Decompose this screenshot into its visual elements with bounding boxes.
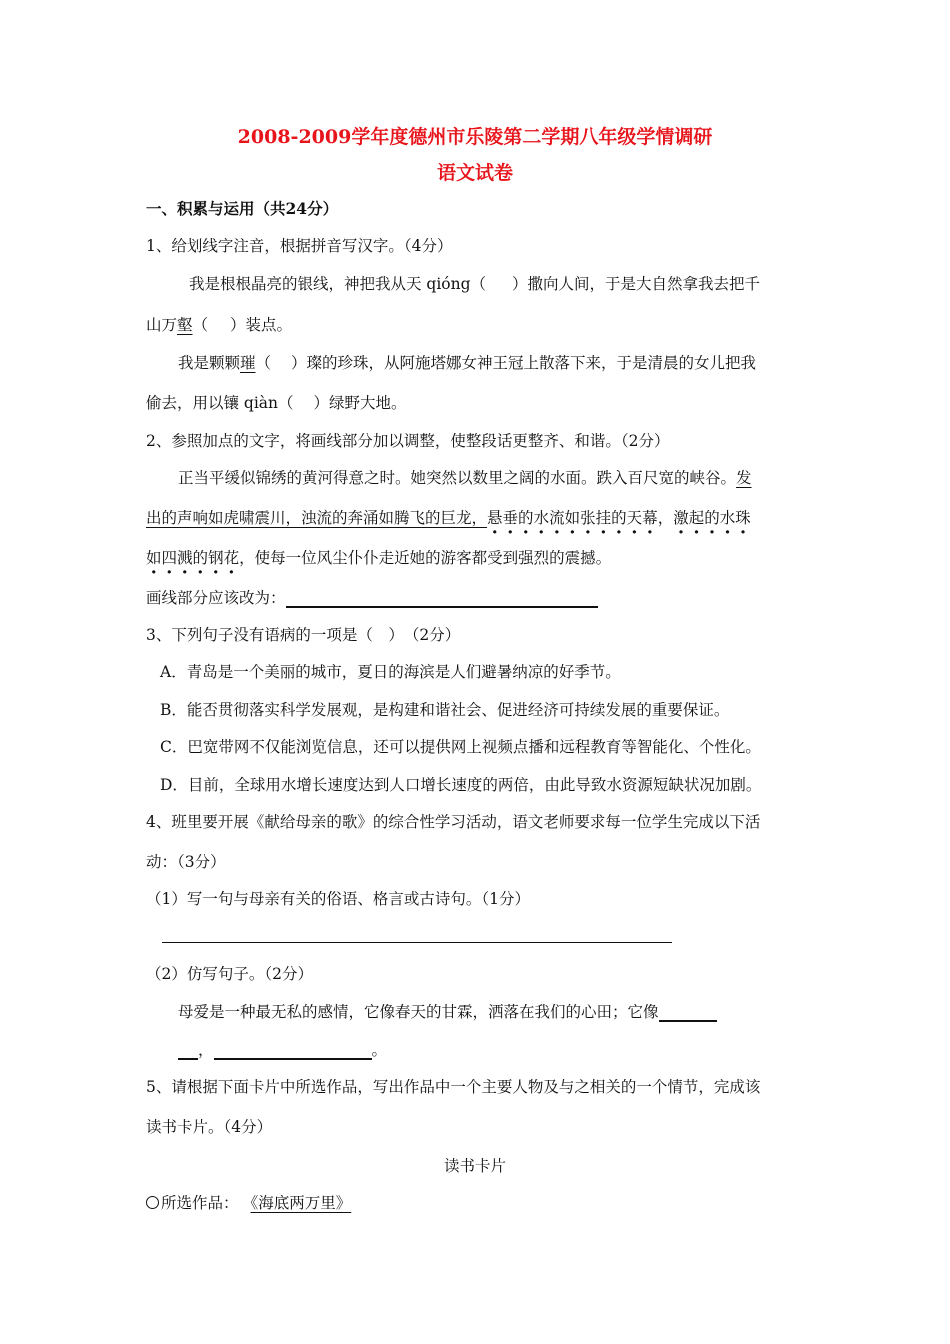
q2-answer-row [146, 588, 598, 608]
q1-para1-line1 [189, 274, 760, 294]
emphasis-char: 花 [223, 549, 240, 567]
q1-para2-line2-b: ）绿野大地。 [313, 394, 407, 412]
q4-sub2-line2 [178, 1040, 387, 1060]
q5-stem-line1: 5、请根据下面卡片中所选作品，写出作品中一个主要人物及与之相关的一个情节，完成该 [146, 1078, 761, 1096]
exam-title: 2008-2009学年度德州市乐陵第二学期八年级学情调研 [237, 126, 713, 148]
emphasis-char: 溅 [177, 549, 193, 567]
emphasis-char: 的 [518, 509, 534, 527]
q2-passage-line3-b: ，使每一位风尘仆仆走近她的游客都受到强烈的震撼。 [239, 549, 612, 567]
q1-para2-line1 [178, 353, 756, 373]
q2-dotted-text-1 [487, 509, 751, 527]
underlined-char-he: 壑 [177, 316, 193, 334]
emphasis-char: 钢 [208, 549, 224, 567]
q3-option-a: A．青岛是一个美丽的城市，夏日的海滨是人们避暑纳凉的好季节。 [160, 663, 621, 681]
q1-para1-line2 [146, 315, 292, 335]
q4-sub2: （2）仿写句子。（2分） [146, 965, 313, 983]
q4-stem-line2: 动：（3分） [146, 853, 226, 871]
q1-para2-line2 [146, 393, 407, 413]
reading-card-title: 读书卡片 [443, 1157, 506, 1175]
q4-sub2-blank-2[interactable] [178, 1042, 198, 1060]
emphasis-char: 挂 [595, 509, 612, 527]
q1-para2-line1-a: 我是颗颗 [178, 354, 241, 372]
emphasis-char: 如 [564, 509, 581, 527]
emphasis-char: 张 [580, 509, 596, 527]
emphasis-char: 珠 [735, 509, 751, 527]
q2-underlined-start: 发 [736, 469, 752, 487]
emphasis-char: 激 [673, 509, 689, 527]
emphasis-char: 四 [161, 549, 178, 567]
q4-sub2-end: 。 [371, 1041, 388, 1059]
emphasis-char: 垂 [502, 509, 519, 527]
q4-stem-line1: 4、班里要开展《献给母亲的歌》的综合性学习活动，语文老师要求每一位学生完成以下活 [146, 813, 761, 831]
q3-stem: 3、下列句子没有语病的一项是（ ） （2分） [146, 626, 461, 644]
reading-card-work-label: 所选作品： [161, 1194, 239, 1212]
q5-stem-line2: 读书卡片。（4分） [146, 1118, 273, 1136]
q1-para2-line1-b: （ [255, 354, 272, 372]
q1-stem: 1、给划线字注音，根据拼音写汉字。（4分） [146, 237, 453, 255]
q1-para1-line2-a: 山万 [146, 316, 178, 334]
q4-sub2-separator: ， [198, 1041, 214, 1059]
q1-para2-line2-a: 偷去，用以镶 qiàn（ [146, 394, 294, 412]
q3-option-c: C．巴宽带网不仅能浏览信息，还可以提供网上视频点播和远程教育等智能化、个性化。 [160, 738, 761, 756]
q1-para2-line1-c: ）璨的珍珠，从阿施塔娜女神王冠上散落下来，于是清晨的女儿把我 [291, 354, 757, 372]
q2-underlined-text: 出的声响如虎啸震川，浊流的奔涌如腾飞的巨龙， [146, 509, 488, 527]
q1-para1-line2-c: ）装点。 [230, 316, 293, 334]
q4-sub2-line1 [178, 1002, 717, 1022]
emphasis-char: 幕 [642, 509, 658, 527]
emphasis-char: 起 [688, 509, 705, 527]
emphasis-char: 的 [611, 509, 627, 527]
q3-option-b: B．能否贯彻落实科学发展观，是构建和谐社会、促进经济可持续发展的重要保证。 [160, 701, 730, 719]
q4-sub2-blank-1[interactable] [659, 1004, 717, 1022]
q2-passage-line2 [146, 508, 751, 528]
q2-answer-blank[interactable] [286, 590, 598, 608]
emphasis-char: ， [657, 509, 674, 527]
q4-sub2-blank-3[interactable] [214, 1042, 372, 1060]
q2-stem: 2、参照加点的文字，将画线部分加以调整，使整段话更整齐、和谐。（2分） [146, 432, 670, 450]
q1-para1-line1-a: 我是根根晶亮的银线，神把我从天 qióng（ [189, 275, 487, 293]
q2-answer-label: 画线部分应该改为： [146, 589, 286, 607]
underlined-char-cui: 璀 [240, 354, 256, 372]
emphasis-char: 天 [626, 509, 643, 527]
reading-card-work-value: 《海底两万里》 [250, 1194, 352, 1212]
section-1-heading: 一、积累与运用（共24分） [146, 199, 339, 218]
emphasis-char: 流 [549, 509, 565, 527]
q2-dotted-text-2 [146, 549, 239, 567]
emphasis-char: 的 [704, 509, 720, 527]
emphasis-char: 如 [146, 549, 162, 567]
exam-subtitle: 语文试卷 [436, 162, 513, 184]
circle-bullet-icon [146, 1196, 159, 1209]
q2-passage-line1 [178, 468, 752, 488]
emphasis-char: 水 [533, 509, 550, 527]
q1-para1-line2-b: （ [192, 316, 209, 334]
emphasis-char: 的 [192, 549, 209, 567]
q4-sub1: （1）写一句与母亲有关的俗语、格言或古诗句。（1分） [146, 890, 530, 908]
q4-sub2-line1-text: 母爱是一种最无私的感情，它像春天的甘霖，洒落在我们的心田；它像 [178, 1003, 659, 1021]
emphasis-char: 水 [719, 509, 736, 527]
q2-passage-line1-a: 正当平缓似锦绣的黄河得意之时。她突然以数里之阔的水面。跌入百尺宽的峡谷。 [178, 469, 737, 487]
q1-para1-line1-b: ）撒向人间，于是大自然拿我去把千 [512, 275, 761, 293]
q3-option-d: D．目前，全球用水增长速度达到人口增长速度的两倍，由此导致水资源短缺状况加剧。 [160, 776, 762, 794]
q4-sub1-answer-line[interactable] [162, 942, 672, 943]
reading-card-work-row [146, 1193, 383, 1213]
q2-passage-line3 [146, 548, 611, 568]
emphasis-char: 悬 [487, 509, 503, 527]
